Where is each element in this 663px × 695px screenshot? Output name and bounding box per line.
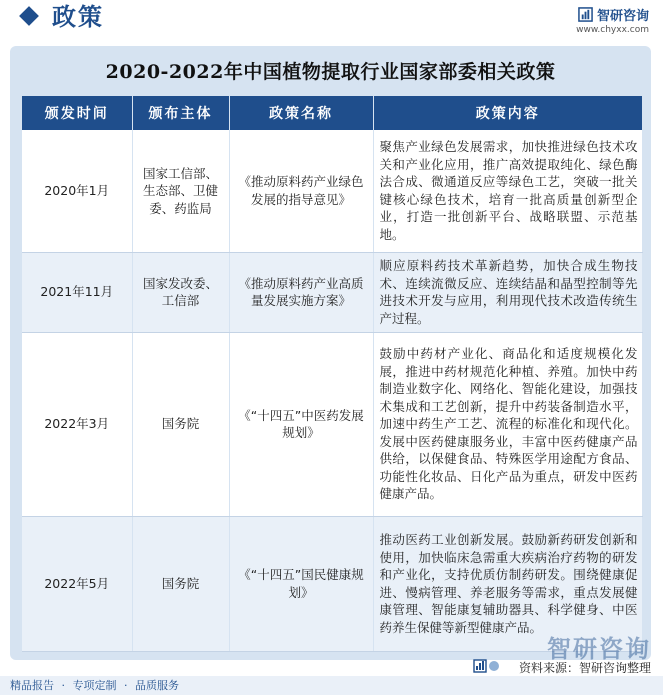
row-date: 2020年1月 bbox=[22, 130, 132, 252]
table-row bbox=[22, 332, 642, 516]
brand-watermark: 智研咨询 bbox=[547, 635, 651, 663]
row-policy-content: 顺应原料药技术革新趋势，加快合成生物技术、连续流微反应、连续结晶和晶型控制等先进技术开发与应用，利用现代技术改造传统生产过程。 bbox=[373, 252, 642, 332]
column-header-content: 政策内容 bbox=[373, 96, 642, 130]
column-header-name: 政策名称 bbox=[229, 96, 373, 130]
row-policy-name: 《推动原料药产业绿色发展的指导意见》 bbox=[229, 130, 373, 252]
table-row bbox=[22, 130, 642, 252]
row-date: 2022年5月 bbox=[22, 516, 132, 651]
row-issuer: 国务院 bbox=[132, 516, 229, 651]
footer-link-reports[interactable]: 精品报告 bbox=[10, 679, 54, 692]
row-date: 2021年11月 bbox=[22, 252, 132, 332]
column-header-date: 颁发时间 bbox=[22, 96, 132, 130]
table-row bbox=[22, 252, 642, 332]
footer-link-service[interactable]: 品质服务 bbox=[135, 679, 179, 692]
row-issuer: 国家发改委、工信部 bbox=[132, 252, 229, 332]
row-policy-content: 推动医药工业创新发展。鼓励新药研发创新和使用，加快临床急需重大疾病治疗药物的研发和产业化，支持优质仿制药研发。围绕健康促进、慢病管理、养老服务等需求，重点发展健康管理、智能康复辅助器具、科学健身、中医药养生保健等新型健康产品。 bbox=[373, 516, 642, 651]
footer-link-custom[interactable]: 专项定制 bbox=[72, 679, 117, 692]
table-header-row bbox=[22, 96, 642, 130]
brand-logo bbox=[576, 4, 649, 35]
data-source: 资料来源：智研咨询整理 bbox=[518, 661, 651, 675]
table-title: 2020-2022年中国植物提取行业国家部委相关政策 bbox=[105, 61, 556, 83]
row-date: 2022年3月 bbox=[22, 332, 132, 516]
brand-url: www.chyxx.com bbox=[576, 25, 649, 35]
row-issuer: 国务院 bbox=[132, 332, 229, 516]
page-header bbox=[0, 0, 663, 40]
footer-separator: · bbox=[124, 679, 128, 692]
brand-name: 智研咨询 bbox=[596, 9, 649, 24]
row-policy-name: 《推动原料药产业高质量发展实施方案》 bbox=[229, 252, 373, 332]
brand-logo-icon bbox=[578, 7, 593, 22]
section-title: 政策 bbox=[52, 3, 104, 31]
policy-table bbox=[22, 96, 643, 652]
diamond-icon bbox=[19, 6, 39, 26]
row-issuer: 国家工信部、生态部、卫健委、药监局 bbox=[132, 130, 229, 252]
footer-bar bbox=[0, 676, 663, 695]
footer-separator: · bbox=[61, 679, 65, 692]
row-policy-name: 《“十四五”中医药发展规划》 bbox=[229, 332, 373, 516]
row-policy-content: 鼓励中药材产业化、商品化和适度规模化发展，推进中药材规范化种植、养殖。加快中药制造业数字化、网络化、智能化建设，加强技术集成和工艺创新，提升中药装备制造水平，加速中药生产工艺、流程的标准化和现代化。发展中医药健康服务业，丰富中医药健康产品供给，以保健食品、特殊医学用途配方食品、功能性化妆品、日化产品为重点，研发中医药健康产品。 bbox=[373, 332, 642, 516]
row-policy-content: 聚焦产业绿色发展需求，加快推进绿色技术攻关和产业化应用，推广高效提取纯化、绿色酶法合成、微通道反应等绿色工艺，突破一批关键核心绿色技术，培育一批高质量创新型企业，打造一批创新平台、战略联盟、示范基地。 bbox=[373, 130, 642, 252]
column-header-issuer: 颁布主体 bbox=[132, 96, 229, 130]
row-policy-name: 《“十四五”国民健康规划》 bbox=[229, 516, 373, 651]
source-logo-icon bbox=[473, 657, 501, 675]
